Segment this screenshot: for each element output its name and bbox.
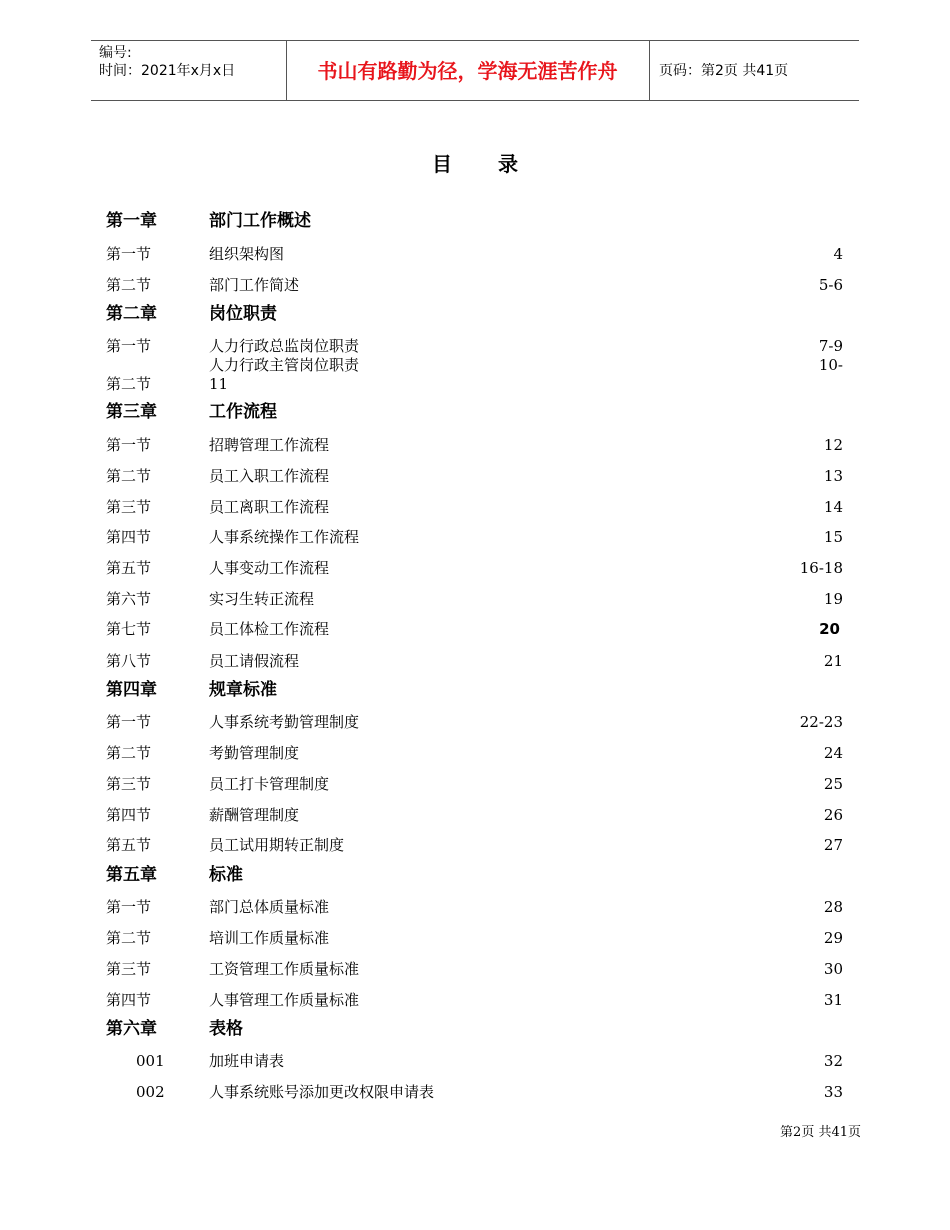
section-title: 部门工作简述 xyxy=(209,276,300,294)
section-label: 第二节 xyxy=(106,929,152,947)
section-label: 第二节 xyxy=(106,744,152,762)
toc-section[interactable] xyxy=(0,526,950,548)
chapter-label: 第三章 xyxy=(106,402,157,422)
section-page: 19 xyxy=(823,590,843,608)
chapter-title: 工作流程 xyxy=(209,402,277,422)
section-label: 第四节 xyxy=(106,528,152,546)
form-code: 001 xyxy=(136,1052,165,1070)
section-page: 7-9 xyxy=(818,337,843,355)
section-title: 培训工作质量标准 xyxy=(209,929,330,947)
section-label: 第二节 xyxy=(106,276,152,294)
document-time-label: 时间：2021年x月x日 xyxy=(99,63,236,79)
toc-section[interactable] xyxy=(0,804,950,826)
section-title: 人事系统考勤管理制度 xyxy=(209,713,360,731)
page-header xyxy=(91,40,859,101)
section-label: 第一节 xyxy=(106,436,152,454)
section-page: 24 xyxy=(823,744,843,762)
chapter-label: 第一章 xyxy=(106,211,157,231)
toc-chapter[interactable] xyxy=(0,401,950,423)
section-page: 32 xyxy=(823,1052,843,1070)
toc-section[interactable] xyxy=(0,243,950,265)
section-label: 第五节 xyxy=(106,836,152,854)
header-right-cell xyxy=(650,41,859,100)
section-title: 员工打卡管理制度 xyxy=(209,775,330,793)
section-page: 29 xyxy=(823,929,843,947)
toc-section[interactable] xyxy=(0,711,950,733)
header-page-info: 页码：第2页 共41页 xyxy=(659,63,789,79)
toc-title xyxy=(0,148,950,177)
toc-section[interactable] xyxy=(0,618,950,640)
toc-title-char: 目 xyxy=(432,152,452,176)
section-label: 第六节 xyxy=(106,590,152,608)
section-page: 26 xyxy=(823,806,843,824)
chapter-title: 规章标准 xyxy=(209,680,277,700)
section-page: 33 xyxy=(823,1083,843,1101)
toc-section[interactable] xyxy=(0,989,950,1011)
section-label: 第一节 xyxy=(106,245,152,263)
toc-chapter[interactable] xyxy=(0,679,950,701)
toc-section[interactable] xyxy=(0,434,950,456)
section-title: 人力行政主管岗位职责 xyxy=(209,356,360,374)
header-motto: 书山有路勤为径，学海无涯苦作舟 xyxy=(317,59,618,83)
section-label: 第三节 xyxy=(106,498,152,516)
chapter-label: 第五章 xyxy=(106,865,157,885)
chapter-title: 岗位职责 xyxy=(209,304,277,324)
section-title: 人事系统操作工作流程 xyxy=(209,528,360,546)
toc-section[interactable] xyxy=(0,557,950,579)
section-title: 考勤管理制度 xyxy=(209,744,300,762)
section-page: 14 xyxy=(823,498,843,516)
section-label: 第一节 xyxy=(106,713,152,731)
chapter-title: 部门工作概述 xyxy=(209,211,311,231)
section-title: 人事变动工作流程 xyxy=(209,559,330,577)
section-page: 27 xyxy=(823,836,843,854)
section-title: 加班申请表 xyxy=(209,1052,285,1070)
toc-section[interactable] xyxy=(0,274,950,296)
header-middle-cell xyxy=(286,41,650,100)
section-title: 员工离职工作流程 xyxy=(209,498,330,516)
section-page: 5-6 xyxy=(818,276,843,294)
toc-section[interactable] xyxy=(0,742,950,764)
section-title: 薪酬管理制度 xyxy=(209,806,300,824)
section-label: 第二节 xyxy=(106,375,152,393)
section-title: 人事系统账号添加更改权限申请表 xyxy=(209,1083,435,1101)
section-title: 员工入职工作流程 xyxy=(209,467,330,485)
section-page: 15 xyxy=(823,528,843,546)
section-label: 第三节 xyxy=(106,960,152,978)
toc-section[interactable] xyxy=(0,927,950,949)
section-label: 第八节 xyxy=(106,652,152,670)
toc-section-wrapped-bottom[interactable] xyxy=(0,373,950,395)
section-label: 第一节 xyxy=(106,898,152,916)
section-page: 30 xyxy=(823,960,843,978)
section-title: 部门总体质量标准 xyxy=(209,898,330,916)
section-title: 实习生转正流程 xyxy=(209,590,315,608)
section-page: 20 xyxy=(819,620,840,638)
chapter-label: 第二章 xyxy=(106,304,157,324)
toc-section[interactable] xyxy=(0,958,950,980)
section-label: 第二节 xyxy=(106,467,152,485)
section-title: 员工试用期转正制度 xyxy=(209,836,345,854)
toc-section[interactable] xyxy=(0,834,950,856)
toc-section[interactable] xyxy=(0,1050,950,1072)
section-label: 第七节 xyxy=(106,620,152,638)
document-number-label: 编号: xyxy=(99,45,132,61)
section-title: 人事管理工作质量标准 xyxy=(209,991,360,1009)
section-label: 第三节 xyxy=(106,775,152,793)
chapter-label: 第四章 xyxy=(106,680,157,700)
section-page: 31 xyxy=(823,991,843,1009)
section-page: 13 xyxy=(823,467,843,485)
toc-section[interactable] xyxy=(0,650,950,672)
section-title: 招聘管理工作流程 xyxy=(209,436,330,454)
section-page-part: 11 xyxy=(209,375,229,393)
section-label: 第一节 xyxy=(106,337,152,355)
toc-section[interactable] xyxy=(0,773,950,795)
toc-title-char: 录 xyxy=(498,152,518,176)
toc-section[interactable] xyxy=(0,896,950,918)
section-label: 第四节 xyxy=(106,806,152,824)
section-page-part: 10- xyxy=(818,356,843,374)
toc-section[interactable] xyxy=(0,496,950,518)
section-title: 组织架构图 xyxy=(209,245,285,263)
section-title: 人力行政总监岗位职责 xyxy=(209,337,360,355)
chapter-title: 表格 xyxy=(209,1019,243,1039)
section-title: 工资管理工作质量标准 xyxy=(209,960,360,978)
section-label: 第四节 xyxy=(106,991,152,1009)
section-label: 第五节 xyxy=(106,559,152,577)
form-code: 002 xyxy=(136,1083,165,1101)
toc-chapter[interactable] xyxy=(0,864,950,886)
toc-chapter[interactable] xyxy=(0,303,950,325)
section-page: 16-18 xyxy=(799,559,843,577)
section-page: 12 xyxy=(823,436,843,454)
header-left-cell xyxy=(91,41,287,100)
toc-chapter[interactable] xyxy=(0,210,950,232)
toc-section[interactable] xyxy=(0,1081,950,1103)
section-page: 21 xyxy=(823,652,843,670)
section-page: 22-23 xyxy=(799,713,843,731)
chapter-title: 标准 xyxy=(209,865,243,885)
section-page: 25 xyxy=(823,775,843,793)
section-title: 员工请假流程 xyxy=(209,652,300,670)
toc-section[interactable] xyxy=(0,588,950,610)
toc-chapter[interactable] xyxy=(0,1018,950,1040)
section-page: 4 xyxy=(833,245,843,263)
page-footer: 第2页 共41页 xyxy=(780,1125,861,1140)
chapter-label: 第六章 xyxy=(106,1019,157,1039)
toc-section[interactable] xyxy=(0,465,950,487)
section-title: 员工体检工作流程 xyxy=(209,620,330,638)
section-page: 28 xyxy=(823,898,843,916)
